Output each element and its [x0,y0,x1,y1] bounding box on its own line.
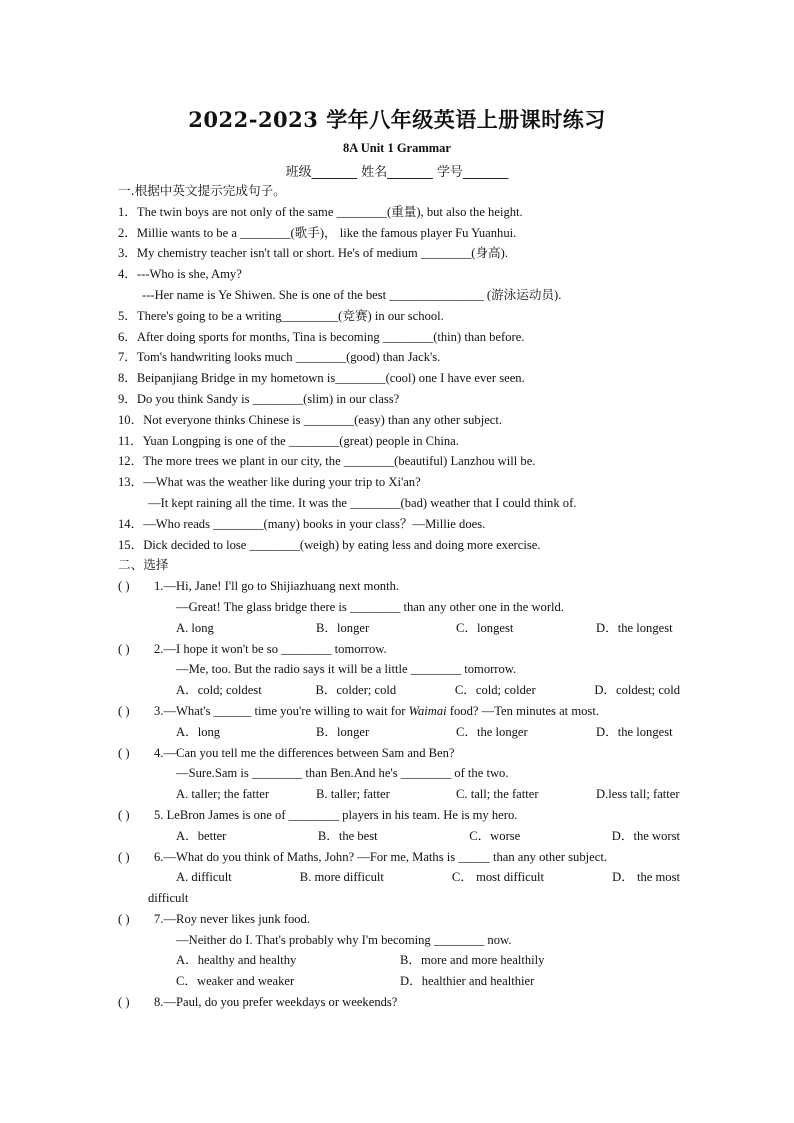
item-3: 3．My chemistry teacher isn't tall or short. He's of medium ________(身高). [118,246,508,261]
q4-option-d: D.less tall; fatter [596,787,680,802]
q2-option-d: D．coldest; cold [594,683,681,698]
q2-options [118,680,680,701]
item-15: 15．Dick decided to lose ________(weigh) by eating less and doing more exercise. [118,537,541,552]
answer-paren: ( ) [118,995,130,1010]
item-14: 14．—Who reads ________(many) books in your class？—Millie does. [118,516,486,531]
q6-option-a: A. difficult [176,870,232,885]
q3-options [118,722,680,743]
q7-options-row1 [118,950,680,971]
q5-options [118,826,680,847]
q7-options-row2 [118,971,680,992]
q1-stem: ( ) 1.—Hi, Jane! I'll go to Shijiazhuang next month. [118,576,680,597]
q7-option-d: D．healthier and healthier [400,974,535,989]
q4-options [118,784,680,805]
q7-option-b: B．more and more healthily [400,953,545,968]
q5-option-a: A．better [176,828,227,843]
answer-paren: ( ) [118,579,130,594]
page-title: 2022-2023 学年八年级英语上册课时练习 [188,107,606,132]
item-1: 1．The twin boys are not only of the same ________(重量), but also the height. [118,204,523,219]
q7-stem: ( ) 7.—Roy never likes junk food. [118,909,680,930]
q6-option-d: D． the most [612,870,680,885]
q4-option-c: C. tall; the fatter [456,787,539,802]
q2-option-c: C．cold; colder [454,683,536,698]
q2-line2: —Me, too. But the radio says it will be a little ________ tomorrow. [176,662,517,677]
q1-line2: —Great! The glass bridge there is ________ than any other one in the world. [176,599,564,614]
answer-paren: ( ) [118,911,130,926]
item-12: 12．The more trees we plant in our city, the ________(beautiful) Lanzhou will be. [118,454,536,469]
answer-paren: ( ) [118,641,130,656]
answer-paren: ( ) [118,807,130,822]
q5-option-b: B．the best [317,828,378,843]
q2-option-a: A．cold; coldest [176,683,262,698]
q5-option-d: D．the worst [611,828,680,843]
q4-option-b: B. taller; fatter [316,787,390,802]
q2-stem: ( ) 2.—I hope it won't be so ________ tomorrow. [118,639,680,660]
item-13-answer: —It kept raining all the time. It was the ________(bad) weather that I could think of. [148,495,577,510]
q6-stem: ( ) 6.—What do you think of Maths, John? —For me, Maths is _____ than any other subject. [118,847,680,868]
item-7: 7．Tom's handwriting looks much ________(good) than Jack's. [118,350,441,365]
q1-options [118,618,680,639]
item-4: 4．---Who is she, Amy? [118,267,242,282]
item-13: 13．—What was the weather like during your trip to Xi'an? [118,475,421,490]
q3-stem: ( ) 3.—What's ______ time you're willing to wait for Waimai food? —Ten minutes at most. [118,701,680,722]
section1-heading: 一.根据中英文提示完成句子。 [118,183,286,198]
q1-option-d: D．the longest [596,620,673,635]
item-8: 8．Beipanjiang Bridge in my hometown is________(cool) one I have ever seen. [118,371,525,386]
item-9: 9．Do you think Sandy is ________(slim) in our class? [118,391,400,406]
q7-line2: —Neither do I. That's probably why I'm becoming ________ now. [176,932,512,947]
q7-option-a: A．healthy and healthy [176,953,297,968]
q3-option-d: D．the longest [596,724,673,739]
q4-line2: —Sure.Sam is ________ than Ben.And he's ________ of the two. [176,766,509,781]
item-4-answer: ---Her name is Ye Shiwen. She is one of the best _______________ (游泳运动员). [142,287,562,302]
student-info-line: 班级_______ 姓名_______ 学号_______ [285,165,509,180]
section2-heading: 二、选择 [118,557,169,573]
q3-option-b: B．longer [316,724,370,739]
answer-paren: ( ) [118,849,130,864]
q8-stem: ( ) 8.—Paul, do you prefer weekdays or weekends? [118,992,680,1013]
q6-option-b: B. more difficult [299,870,384,885]
item-11: 11．Yuan Longping is one of the ________(great) people in China. [118,433,459,448]
q3-option-a: A．long [176,724,221,739]
q7-option-c: C．weaker and weaker [176,974,295,989]
q6-option-d-wrap: difficult [148,891,189,906]
item-2: 2．Millie wants to be a ________(歌手)， like the famous player Fu Yuanhui. [118,225,517,240]
q1-option-b: B．longer [316,620,370,635]
item-5: 5．There's going to be a writing_________(竞赛) in our school. [118,308,444,323]
page-subtitle: 8A Unit 1 Grammar [343,141,451,155]
q4-stem: ( ) 4.—Can you tell me the differences between Sam and Ben? [118,743,680,764]
q6-option-c: C． most difficult [451,870,545,885]
q1-option-a: A. long [176,620,214,635]
worksheet-content [118,181,680,1013]
q6-options [118,867,680,888]
item-6: 6．After doing sports for months, Tina is becoming ________(thin) than before. [118,329,525,344]
q3-option-c: C．the longer [456,724,528,739]
q1-option-c: C．longest [456,620,514,635]
answer-paren: ( ) [118,745,130,760]
item-10: 10．Not everyone thinks Chinese is ________(easy) than any other subject. [118,412,503,427]
q5-option-c: C．worse [469,828,521,843]
answer-paren: ( ) [118,703,130,718]
q5-stem: ( ) 5. LeBron James is one of ________ players in his team. He is my hero. [118,805,680,826]
q4-option-a: A. taller; the fatter [176,787,270,802]
q2-option-b: B．colder; cold [315,683,397,698]
